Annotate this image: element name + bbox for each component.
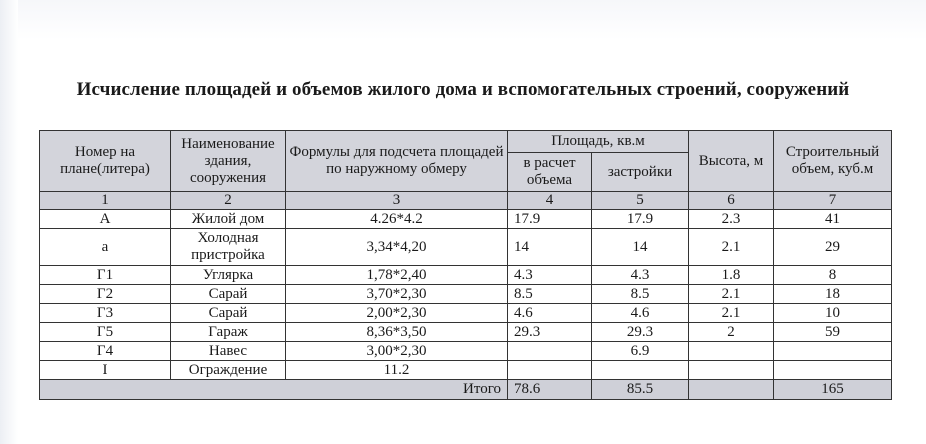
page-shadow-left — [0, 0, 18, 444]
cell-plan: А — [40, 210, 171, 229]
cell-height: 2.1 — [689, 304, 774, 323]
cell-plan: Г4 — [40, 342, 171, 361]
cell-name: Сарай — [171, 285, 286, 304]
cell-area-built: 29.3 — [592, 323, 689, 342]
area-volume-table — [39, 130, 892, 400]
column-number: 5 — [592, 192, 689, 210]
cell-volume — [774, 342, 892, 361]
cell-formula: 8,36*3,50 — [286, 323, 508, 342]
cell-plan: Г5 — [40, 323, 171, 342]
cell-formula: 2,00*2,30 — [286, 304, 508, 323]
table-row — [40, 266, 892, 285]
cell-height: 2.1 — [689, 285, 774, 304]
column-numbers-row — [40, 192, 892, 210]
cell-height: 1.8 — [689, 266, 774, 285]
cell-formula: 11.2 — [286, 361, 508, 380]
total-label: Итого — [40, 380, 508, 400]
cell-name: Сарай — [171, 304, 286, 323]
cell-area-built: 4.3 — [592, 266, 689, 285]
cell-formula: 3,34*4,20 — [286, 229, 508, 266]
cell-height: 2.1 — [689, 229, 774, 266]
cell-volume: 29 — [774, 229, 892, 266]
cell-plan: I — [40, 361, 171, 380]
table-row — [40, 285, 892, 304]
table-row — [40, 323, 892, 342]
cell-name: Навес — [171, 342, 286, 361]
cell-area-built: 14 — [592, 229, 689, 266]
cell-plan: Г1 — [40, 266, 171, 285]
column-number: 6 — [689, 192, 774, 210]
cell-volume: 8 — [774, 266, 892, 285]
cell-height — [689, 342, 774, 361]
cell-plan: Г3 — [40, 304, 171, 323]
table-row — [40, 342, 892, 361]
header-area-volume: в расчет объема — [508, 153, 592, 192]
cell-area-volume: 8.5 — [508, 285, 592, 304]
header-height: Высота, м — [689, 131, 774, 192]
column-number: 3 — [286, 192, 508, 210]
column-number: 1 — [40, 192, 171, 210]
cell-area-volume: 14 — [508, 229, 592, 266]
cell-height — [689, 361, 774, 380]
cell-area-volume — [508, 342, 592, 361]
cell-area-built: 6.9 — [592, 342, 689, 361]
cell-formula: 1,78*2,40 — [286, 266, 508, 285]
cell-area-built: 4.6 — [592, 304, 689, 323]
cell-area-volume: 4.6 — [508, 304, 592, 323]
total-height — [689, 380, 774, 400]
cell-volume: 59 — [774, 323, 892, 342]
cell-name: Жилой дом — [171, 210, 286, 229]
column-number: 7 — [774, 192, 892, 210]
cell-name: Ограждение — [171, 361, 286, 380]
cell-volume: 41 — [774, 210, 892, 229]
table-row — [40, 229, 892, 266]
cell-volume: 10 — [774, 304, 892, 323]
cell-area-built: 17.9 — [592, 210, 689, 229]
header-row-1 — [40, 131, 892, 153]
cell-name: Гараж — [171, 323, 286, 342]
header-plan-number: Номер на плане(литера) — [40, 131, 171, 192]
total-area-built: 85.5 — [592, 380, 689, 400]
table-row — [40, 210, 892, 229]
column-number: 2 — [171, 192, 286, 210]
cell-formula: 3,70*2,30 — [286, 285, 508, 304]
column-number: 4 — [508, 192, 592, 210]
table-row — [40, 361, 892, 380]
page-shadow-top — [0, 0, 926, 40]
cell-area-volume: 17.9 — [508, 210, 592, 229]
header-area-built: застройки — [592, 153, 689, 192]
header-formulas: Формулы для подсчета площадей по наружному обмеру — [286, 131, 508, 192]
header-area: Площадь, кв.м — [508, 131, 689, 153]
cell-height: 2 — [689, 323, 774, 342]
cell-height: 2.3 — [689, 210, 774, 229]
cell-area-volume: 4.3 — [508, 266, 592, 285]
cell-volume — [774, 361, 892, 380]
total-volume: 165 — [774, 380, 892, 400]
cell-formula: 4.26*4.2 — [286, 210, 508, 229]
cell-area-built: 8.5 — [592, 285, 689, 304]
document-title: Исчисление площадей и объемов жилого дома и вспомогательных строений, сооружений — [76, 79, 850, 100]
cell-plan: а — [40, 229, 171, 266]
cell-name: Углярка — [171, 266, 286, 285]
header-building-name: Наименование здания, сооружения — [171, 131, 286, 192]
total-area-volume: 78.6 — [508, 380, 592, 400]
cell-area-built — [592, 361, 689, 380]
cell-plan: Г2 — [40, 285, 171, 304]
cell-name: Холодная пристройка — [171, 229, 286, 266]
cell-formula: 3,00*2,30 — [286, 342, 508, 361]
cell-area-volume: 29.3 — [508, 323, 592, 342]
table-row — [40, 304, 892, 323]
header-volume: Строительный объем, куб.м — [774, 131, 892, 192]
cell-volume: 18 — [774, 285, 892, 304]
cell-area-volume — [508, 361, 592, 380]
total-row — [40, 380, 892, 400]
